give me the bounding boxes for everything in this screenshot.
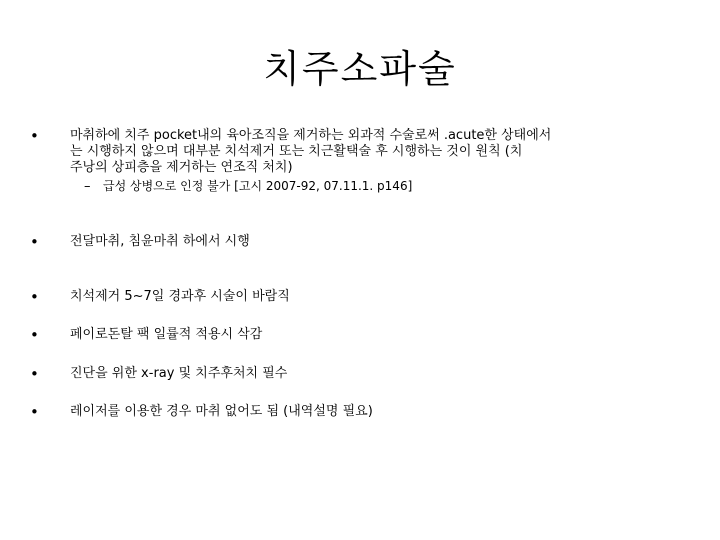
sub-bullet-text: 급성 상병으로 인정 불가 [고시 2007-92, 07.11.1. p146]	[103, 179, 413, 193]
bullet-text	[70, 327, 676, 343]
bullet-line: 치석제거 5~7일 경과후 시술이 바람직	[70, 289, 290, 304]
bullet-item-3	[0, 289, 720, 305]
bullet-marker: •	[30, 365, 39, 383]
bullet-item-5	[0, 366, 720, 382]
bullet-text	[70, 234, 676, 250]
bullet-line: 전달마취, 침윤마취 하에서 시행	[70, 234, 250, 249]
bullet-marker: •	[30, 326, 39, 344]
sub-bullet-item	[0, 179, 720, 195]
bullet-text	[70, 128, 676, 176]
bullet-marker: •	[30, 403, 39, 421]
slide-title: 치주소파술	[263, 47, 457, 91]
bullet-line: 마취하에 치주 pocket내의 육아조직을 제거하는 외과적 수술로써 .acute한 상태에서	[70, 128, 552, 143]
bullet-line: 주낭의 상피층을 제거하는 연조직 처치)	[70, 160, 293, 175]
bullet-item-6	[0, 404, 720, 420]
sub-bullet-marker: –	[84, 179, 91, 194]
bullet-marker: •	[30, 288, 39, 306]
bullet-text	[70, 404, 676, 420]
bullet-marker: •	[30, 233, 39, 251]
bullet-item-2	[0, 234, 720, 250]
bullet-item-4	[0, 327, 720, 343]
bullet-text	[70, 289, 676, 305]
bullet-line: 는 시행하지 않으며 대부분 치석제거 또는 치근활택술 후 시행하는 것이 원칙 (치	[70, 144, 523, 159]
bullet-line: 페이로돈탈 팩 일률적 적용시 삭감	[70, 327, 263, 342]
bullet-item-1	[0, 128, 720, 180]
bullet-line: 레이저를 이용한 경우 마취 없어도 됨 (내역설명 필요)	[70, 404, 373, 419]
bullet-line: 진단을 위한 x-ray 및 치주후처치 필수	[70, 366, 288, 381]
bullet-marker: •	[30, 127, 39, 145]
bullet-text	[70, 366, 676, 382]
